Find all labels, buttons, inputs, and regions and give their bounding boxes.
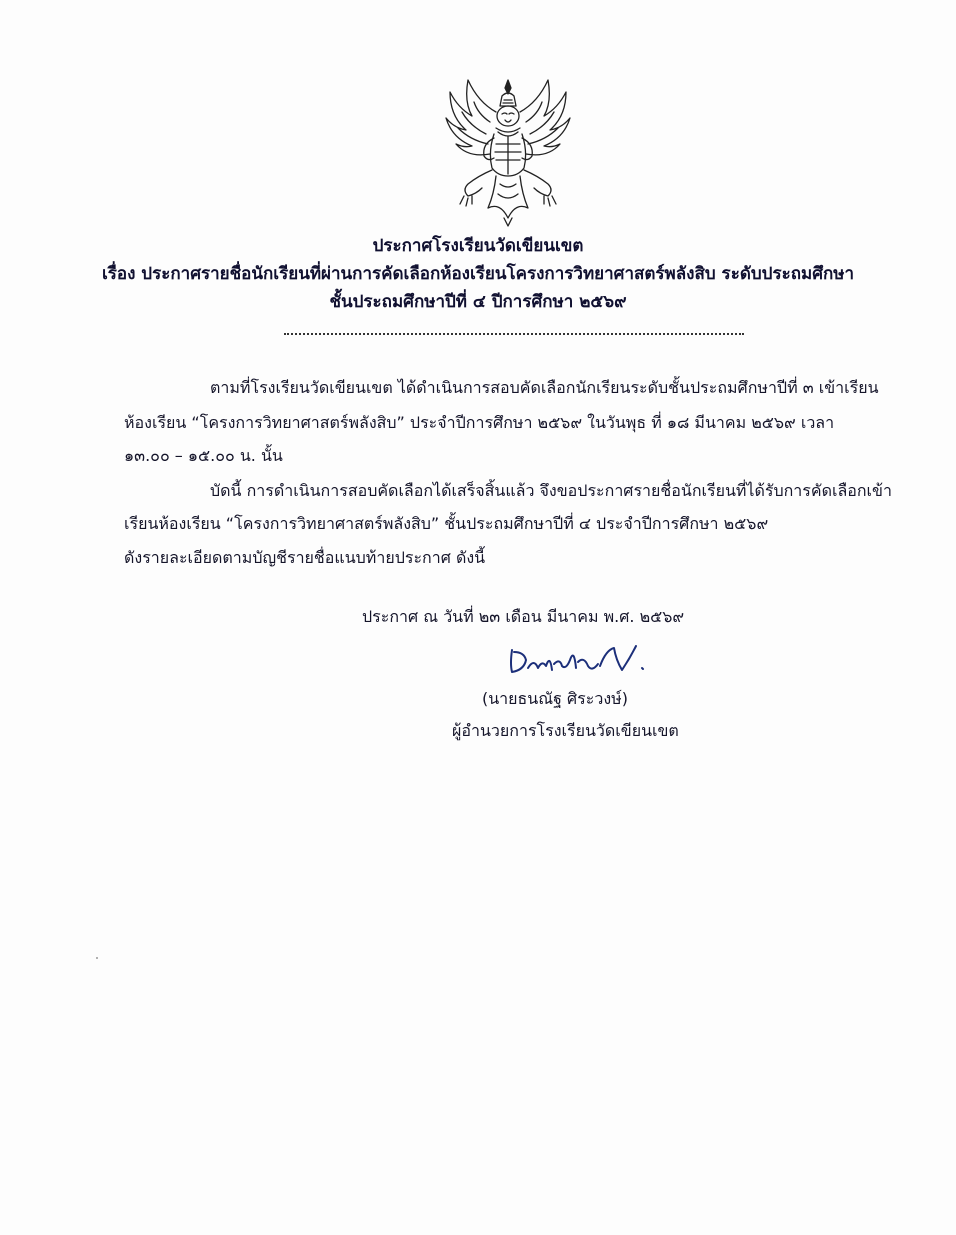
announcement-subject: เรื่อง ประกาศรายชื่อนักเรียนที่ผ่านการคัดเลือกห้องเรียนโครงการวิทยาศาสตร์พลังสิบ ระดับประถมศึกษา <box>101 264 855 284</box>
paragraph-1-line-3: ๑๓.๐๐ – ๑๕.๐๐ น. นั้น <box>124 446 283 465</box>
paragraph-2-line-2: เรียนห้องเรียน “โครงการวิทยาศาสตร์พลังสิบ” ชั้นประถมศึกษาปีที่ ๔ ประจำปีการศึกษา ๒๕๖๙ <box>124 514 769 533</box>
paragraph-1-line-2: ห้องเรียน “โครงการวิทยาศาสตร์พลังสิบ” ประจำปีการศึกษา ๒๕๖๙ ในวันพุธ ที่ ๑๘ มีนาคม ๒๕๖๙ เวลา <box>124 413 835 432</box>
signature-image <box>502 640 662 680</box>
paragraph-2-line-1: บัดนี้ การดำเนินการสอบคัดเลือกได้เสร็จสิ้นแล้ว จึงขอประกาศรายชื่อนักเรียนที่ได้รับการคัดเลือกเข้า <box>210 481 892 500</box>
dotted-divider <box>284 333 744 335</box>
scan-speck <box>96 957 98 959</box>
paragraph-2-line-3: ดังรายละเอียดตามบัญชีรายชื่อแนบท้ายประกาศ ดังนี้ <box>124 548 486 567</box>
garuda-emblem-icon <box>438 72 578 230</box>
signer-name: (นายธนณัฐ ศิระวงษ์) <box>482 689 628 708</box>
signer-title: ผู้อำนวยการโรงเรียนวัดเขียนเขต <box>452 721 679 740</box>
announcement-issuer: ประกาศโรงเรียนวัดเขียนเขต <box>372 236 584 256</box>
paragraph-1-line-1: ตามที่โรงเรียนวัดเขียนเขต ได้ดำเนินการสอบคัดเลือกนักเรียนระดับชั้นประถมศึกษาปีที่ ๓ เข้าเรียน <box>210 378 879 397</box>
announcement-date: ประกาศ ณ วันที่ ๒๓ เดือน มีนาคม พ.ศ. ๒๕๖๙ <box>362 607 685 626</box>
announcement-subject-grade: ชั้นประถมศึกษาปีที่ ๔ ปีการศึกษา ๒๕๖๙ <box>329 292 627 312</box>
